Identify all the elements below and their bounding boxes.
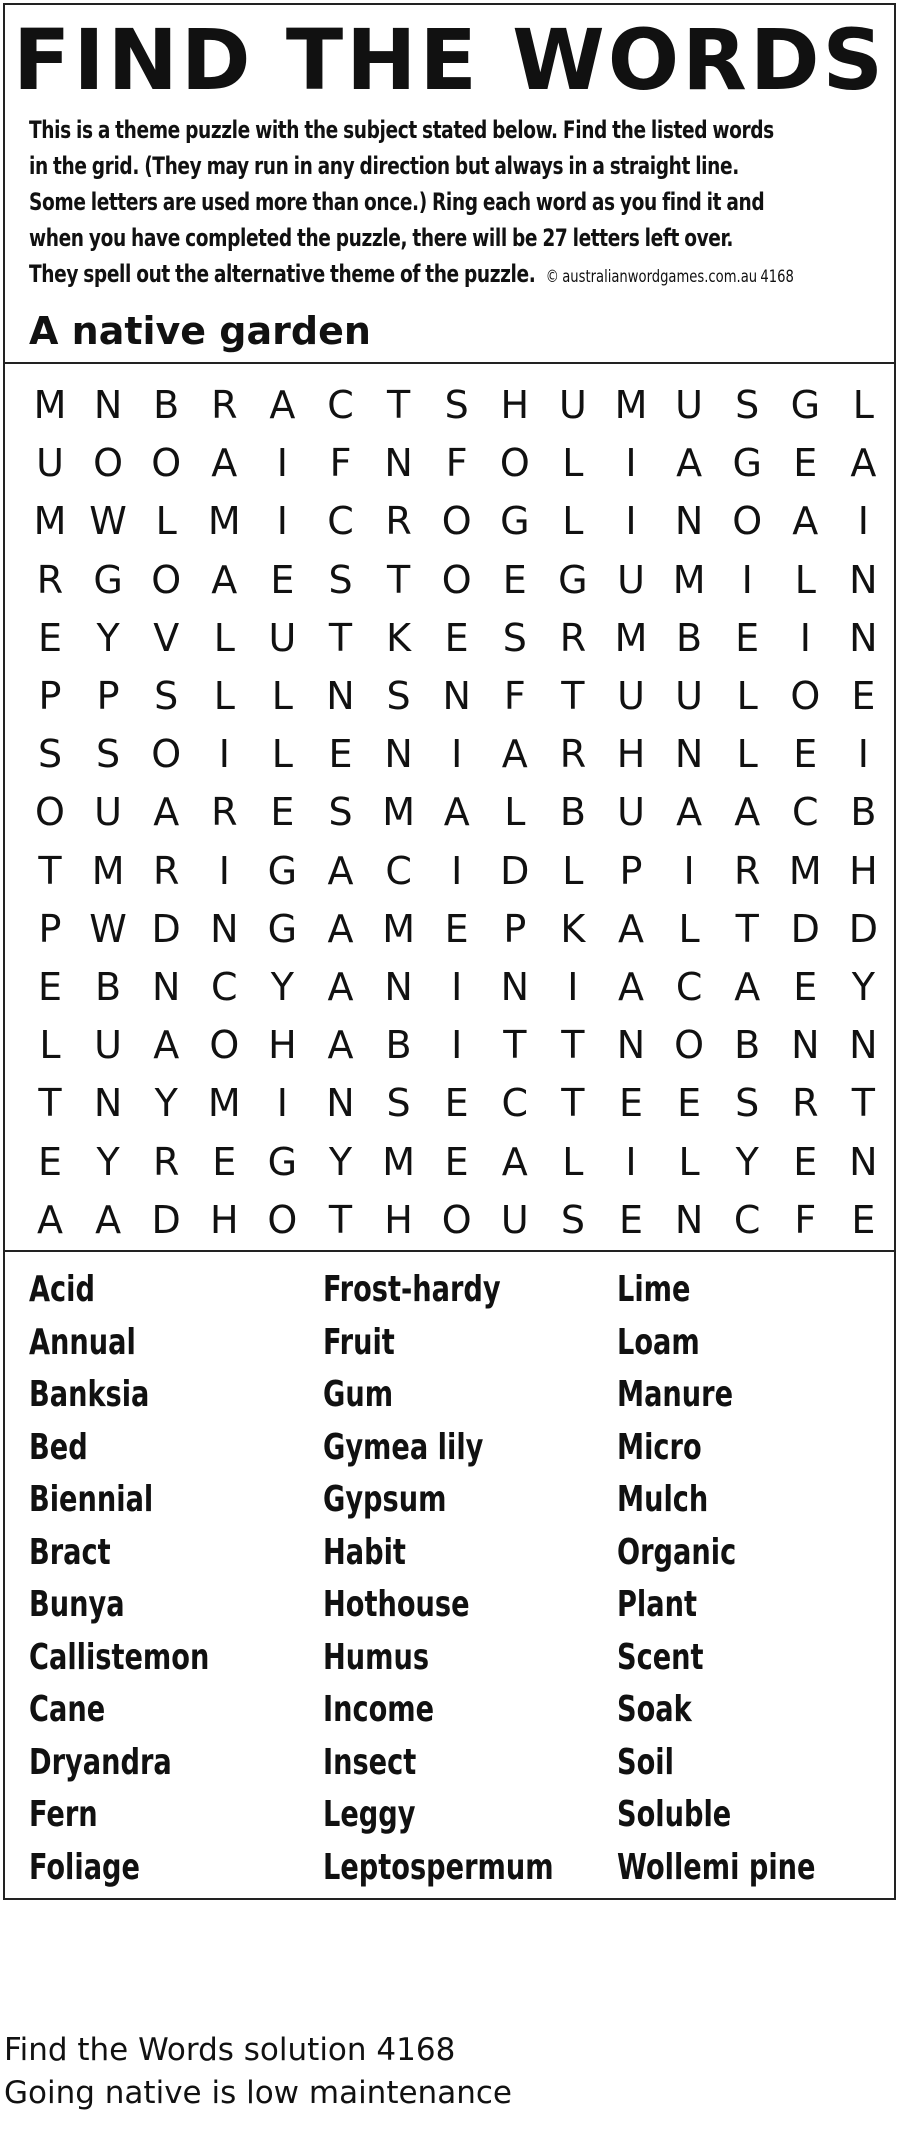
grid-letter[interactable]: G [267, 1139, 298, 1184]
instruction-line: in the grid. (They may run in any direction but always in a straight line. [29, 152, 739, 180]
grid-letter[interactable]: H [384, 1197, 413, 1242]
grid-letter[interactable]: E [37, 615, 62, 660]
grid-letter[interactable]: L [562, 441, 584, 486]
grid-letter[interactable]: N [849, 1139, 878, 1184]
grid-letter[interactable]: C [327, 499, 354, 544]
grid-letter[interactable]: O [209, 1023, 240, 1068]
grid-letter[interactable]: T [386, 383, 411, 427]
grid-letter[interactable]: Y [96, 1139, 120, 1184]
grid-letter[interactable]: M [614, 615, 648, 660]
grid-letter[interactable]: O [151, 557, 182, 602]
grid-letter[interactable]: A [153, 1023, 180, 1068]
grid-letter[interactable]: D [151, 1197, 181, 1242]
grid-letter[interactable]: T [38, 848, 62, 893]
grid-letter[interactable]: U [617, 790, 645, 835]
grid-row [5, 783, 894, 841]
grid-letter[interactable]: U [94, 790, 122, 835]
grid-letter[interactable]: E [677, 1081, 702, 1126]
grid-letter[interactable]: E [212, 1139, 237, 1184]
grid-letter[interactable]: I [218, 732, 230, 777]
grid-letter[interactable]: S [328, 557, 353, 602]
grid-letter[interactable]: K [386, 615, 412, 660]
puzzle-instructions [29, 112, 794, 295]
grid-letter[interactable]: P [503, 906, 527, 951]
grid-letter[interactable]: O [732, 499, 763, 544]
grid-letter[interactable]: H [849, 848, 878, 893]
grid-letter[interactable]: B [850, 790, 877, 835]
word-list-item: Organic [617, 1531, 737, 1573]
word-list-item: Plant [617, 1584, 697, 1625]
grid-letter[interactable]: S [386, 674, 411, 718]
grid-letter[interactable]: A [676, 790, 703, 835]
grid-letter[interactable]: G [267, 848, 298, 893]
grid-letter[interactable]: L [271, 732, 293, 777]
grid-letter[interactable]: A [211, 441, 238, 486]
grid-letter[interactable]: N [384, 732, 413, 777]
grid-letter[interactable]: U [36, 441, 64, 486]
grid-letter[interactable]: T [851, 1081, 875, 1126]
word-list-item: Bed [29, 1426, 88, 1468]
grid-letter[interactable]: L [504, 790, 526, 835]
grid-letter[interactable]: U [500, 1197, 529, 1242]
grid-row [5, 492, 894, 550]
grid-letter[interactable]: T [735, 906, 759, 951]
word-list-item: Habit [323, 1531, 406, 1573]
grid-letter[interactable]: L [562, 499, 584, 544]
word-list-item: Fern [29, 1794, 98, 1835]
grid-letter[interactable]: G [558, 557, 588, 602]
grid-letter[interactable]: S [328, 790, 353, 835]
solution-heading: Find the Words solution 4168 [4, 2032, 456, 2068]
grid-letter[interactable]: R [733, 848, 761, 893]
grid-letter[interactable]: M [33, 383, 67, 427]
instruction-line-text: They spell out the alternative theme of the puzzle. [29, 260, 536, 288]
grid-letter[interactable]: E [618, 1081, 643, 1126]
grid-letter[interactable]: C [675, 965, 703, 1009]
grid-letter[interactable]: O [441, 1197, 472, 1242]
grid-letter[interactable]: A [501, 1139, 528, 1184]
instruction-line: This is a theme puzzle with the subject stated below. Find the listed words [29, 116, 774, 144]
grid-letter[interactable]: R [385, 499, 412, 544]
grid-letter[interactable]: S [735, 1081, 760, 1126]
grid-letter[interactable]: T [561, 1023, 585, 1068]
grid-letter[interactable]: A [327, 906, 354, 951]
grid-letter[interactable]: M [33, 499, 67, 544]
grid-letter[interactable]: A [327, 965, 354, 1009]
grid-letter[interactable]: I [857, 499, 869, 544]
grid-letter[interactable]: E [793, 1139, 818, 1184]
grid-letter[interactable]: E [444, 1081, 469, 1126]
word-list-item: Biennial [29, 1479, 154, 1520]
grid-letter[interactable]: I [741, 557, 753, 602]
grid-letter[interactable]: N [442, 674, 471, 718]
grid-row [5, 609, 894, 667]
grid-letter[interactable]: H [500, 383, 530, 427]
grid-letter[interactable]: Y [328, 1139, 353, 1184]
grid-row [5, 900, 894, 958]
grid-letter[interactable]: L [39, 1023, 61, 1068]
grid-letter[interactable]: C [211, 965, 238, 1009]
grid-letter[interactable]: I [276, 499, 288, 544]
grid-letter[interactable]: A [327, 1023, 354, 1068]
grid-letter[interactable]: U [675, 674, 703, 718]
grid-letter[interactable]: A [443, 790, 470, 835]
grid-letter[interactable]: U [268, 615, 297, 660]
word-list-item: Callistemon [29, 1636, 210, 1678]
grid-letter[interactable]: O [441, 499, 472, 544]
grid-letter[interactable]: E [735, 615, 760, 660]
grid-letter[interactable]: S [386, 1081, 411, 1126]
grid-letter[interactable]: P [96, 674, 120, 718]
grid-letter[interactable]: N [674, 1197, 704, 1242]
grid-letter[interactable]: N [791, 1023, 820, 1068]
grid-letter[interactable]: M [382, 906, 415, 951]
puzzle-title: FIND THE WORDS [12, 11, 887, 109]
grid-letter[interactable]: S [154, 674, 179, 718]
word-list-item: Income [323, 1689, 435, 1730]
grid-letter[interactable]: R [152, 848, 180, 893]
grid-letter[interactable]: R [559, 732, 587, 777]
grid-letter[interactable]: A [269, 383, 296, 427]
grid-letter[interactable]: O [151, 441, 182, 486]
grid-letter[interactable]: R [559, 615, 587, 660]
grid-letter[interactable]: T [328, 1197, 353, 1242]
grid-row [5, 1191, 894, 1249]
word-list-item: Lime [617, 1269, 691, 1310]
grid-letter[interactable]: E [793, 441, 818, 486]
word-list-item: Hothouse [323, 1584, 470, 1625]
grid-letter[interactable]: N [500, 965, 530, 1009]
grid-letter[interactable]: E [851, 1197, 876, 1242]
grid-letter[interactable]: A [792, 499, 819, 544]
grid-letter[interactable]: E [444, 615, 469, 660]
grid-letter[interactable]: C [501, 1081, 529, 1126]
grid-letter[interactable]: O [35, 790, 65, 835]
grid-letter[interactable]: B [559, 790, 586, 835]
solution-answer: Going native is low maintenance [4, 2075, 512, 2111]
grid-letter[interactable]: E [444, 1139, 469, 1184]
grid-letter[interactable]: A [327, 848, 354, 893]
grid-letter[interactable]: E [328, 732, 353, 777]
grid-letter[interactable]: I [451, 1023, 463, 1068]
grid-row [5, 376, 894, 434]
grid-letter[interactable]: I [625, 1139, 637, 1184]
word-list-item: Annual [29, 1321, 136, 1363]
grid-letter[interactable]: E [502, 557, 527, 602]
grid-letter[interactable]: V [153, 615, 180, 660]
grid-letter[interactable]: C [327, 383, 354, 427]
grid-letter[interactable]: M [788, 848, 822, 893]
grid-letter[interactable]: P [38, 674, 62, 718]
grid-letter[interactable]: I [683, 848, 695, 893]
word-list-item: Mulch [617, 1479, 709, 1520]
grid-letter[interactable]: E [270, 557, 295, 602]
grid-letter[interactable]: W [89, 499, 127, 544]
puzzle-panel [3, 3, 896, 1900]
grid-letter[interactable]: E [851, 674, 876, 718]
grid-letter[interactable]: L [678, 1139, 700, 1184]
solution-block [4, 2029, 512, 2115]
grid-letter[interactable]: G [500, 499, 530, 544]
grid-letter[interactable]: F [445, 441, 468, 486]
grid-letter[interactable]: G [93, 557, 123, 602]
word-list-item: Leggy [323, 1794, 416, 1835]
grid-letter[interactable]: M [382, 790, 415, 835]
word-list-item: Soil [617, 1741, 674, 1783]
word-list-item: Soluble [617, 1794, 732, 1835]
grid-letter[interactable]: O [267, 1197, 298, 1242]
grid-letter[interactable]: R [211, 790, 238, 835]
grid-letter[interactable]: N [210, 906, 239, 951]
grid-letter[interactable]: A [95, 1197, 122, 1242]
word-list-item: Cane [29, 1689, 106, 1730]
word-list-item: Bract [29, 1531, 111, 1573]
grid-letter[interactable]: L [852, 383, 874, 427]
grid-letter[interactable]: Y [851, 965, 875, 1009]
grid-letter[interactable]: F [329, 441, 352, 486]
grid-letter[interactable]: A [618, 906, 644, 951]
grid-letter[interactable]: O [441, 557, 472, 602]
grid-letter[interactable]: I [276, 1081, 288, 1126]
word-list-item: Micro [617, 1426, 702, 1468]
grid-letter[interactable]: U [675, 383, 703, 427]
grid-letter[interactable]: F [503, 674, 526, 718]
puzzle-header [5, 12, 894, 364]
grid-letter[interactable]: E [444, 906, 469, 951]
grid-row [5, 667, 894, 725]
grid-letter[interactable]: N [849, 1023, 878, 1068]
grid-letter[interactable]: G [790, 383, 821, 427]
grid-letter[interactable]: E [37, 965, 62, 1009]
word-list-item: Leptospermum [323, 1846, 554, 1888]
word-list-item: Humus [323, 1636, 430, 1678]
grid-letter[interactable]: B [95, 965, 122, 1009]
grid-letter[interactable]: E [793, 732, 818, 777]
grid-letter[interactable]: S [735, 383, 760, 427]
grid-letter[interactable]: O [790, 674, 821, 718]
word-list-item: Manure [617, 1374, 734, 1415]
grid-letter[interactable]: D [151, 906, 181, 951]
grid-letter[interactable]: C [385, 848, 412, 893]
grid-letter[interactable]: G [732, 441, 762, 486]
grid-letter[interactable]: E [270, 790, 295, 835]
grid-letter[interactable]: P [38, 906, 62, 951]
grid-letter[interactable]: U [617, 674, 645, 718]
grid-letter[interactable]: I [625, 441, 637, 486]
grid-letter[interactable]: I [276, 441, 288, 486]
grid-row [5, 1133, 894, 1191]
grid-letter[interactable]: R [36, 557, 64, 602]
grid-letter[interactable]: C [792, 790, 819, 835]
grid-letter[interactable]: L [736, 674, 758, 718]
grid-row [5, 958, 894, 1016]
grid-letter[interactable]: R [211, 383, 238, 427]
word-list-item: Gum [323, 1374, 394, 1415]
grid-letter[interactable]: S [37, 732, 63, 777]
grid-letter[interactable]: A [153, 790, 180, 835]
grid-letter[interactable]: I [567, 965, 579, 1009]
grid-letter[interactable]: M [382, 1139, 415, 1184]
grid-letter[interactable]: P [619, 848, 643, 893]
grid-letter[interactable]: T [503, 1023, 527, 1068]
word-list-item: Fruit [323, 1321, 395, 1363]
word-list-item: Banksia [29, 1374, 150, 1415]
grid-letter[interactable]: A [734, 965, 761, 1009]
grid-letter[interactable]: L [678, 906, 700, 951]
grid-letter[interactable]: A [676, 441, 703, 486]
grid-letter[interactable]: L [562, 1139, 584, 1184]
grid-row [5, 1074, 894, 1132]
grid-letter[interactable]: L [155, 499, 177, 544]
grid-letter[interactable]: S [502, 615, 527, 660]
grid-letter[interactable]: B [676, 615, 703, 660]
grid-letter[interactable]: I [857, 732, 869, 777]
grid-letter[interactable]: N [326, 674, 355, 718]
grid-letter[interactable]: A [618, 965, 644, 1009]
word-column-1 [29, 1264, 244, 1894]
grid-letter[interactable]: L [213, 615, 235, 660]
grid-letter[interactable]: S [560, 1197, 585, 1242]
grid-letter[interactable]: A [211, 557, 238, 602]
grid-letter[interactable]: N [674, 732, 704, 777]
grid-letter[interactable]: A [734, 790, 761, 835]
word-list-item: Gymea lily [323, 1426, 484, 1468]
word-list-item: Scent [617, 1636, 704, 1678]
grid-letter[interactable]: U [94, 1023, 122, 1068]
grid-letter[interactable]: N [616, 1023, 646, 1068]
grid-letter[interactable]: M [91, 848, 125, 893]
word-column-2 [323, 1264, 598, 1894]
grid-letter[interactable]: S [96, 732, 121, 777]
word-list-item: Frost-hardy [323, 1269, 501, 1310]
grid-letter[interactable]: O [93, 441, 124, 486]
grid-row [5, 842, 894, 900]
word-column-3 [617, 1264, 853, 1894]
grid-letter[interactable]: B [734, 1023, 761, 1068]
grid-letter[interactable]: I [451, 965, 463, 1009]
grid-letter[interactable]: B [153, 383, 180, 427]
grid-letter[interactable]: R [792, 1081, 819, 1126]
grid-letter[interactable]: L [794, 557, 816, 602]
grid-letter[interactable]: E [793, 965, 818, 1009]
grid-letter[interactable]: A [37, 1197, 63, 1242]
instruction-line [29, 256, 794, 295]
word-list-item: Loam [617, 1321, 700, 1363]
grid-letter[interactable]: L [271, 674, 293, 718]
grid-letter[interactable]: M [207, 1081, 241, 1126]
grid-row [5, 1016, 894, 1074]
word-list-item: Wollemi pine [617, 1846, 816, 1888]
grid-letter[interactable]: O [151, 732, 182, 777]
grid-letter[interactable]: I [625, 499, 637, 544]
grid-row [5, 725, 894, 783]
grid-letter[interactable]: L [736, 732, 758, 777]
grid-letter[interactable]: K [560, 906, 586, 951]
instruction-line: Some letters are used more than once.) Ring each word as you find it and [29, 188, 765, 216]
grid-letter[interactable]: N [849, 557, 878, 602]
grid-letter[interactable]: S [444, 383, 469, 427]
grid-letter[interactable]: N [93, 1081, 123, 1126]
grid-letter[interactable]: A [850, 441, 877, 486]
word-list-item: Dryandra [29, 1741, 172, 1783]
grid-letter[interactable]: L [213, 674, 235, 718]
grid-letter[interactable]: T [386, 557, 411, 602]
grid-letter[interactable]: A [501, 732, 528, 777]
grid-letter[interactable]: N [93, 383, 123, 427]
grid-letter[interactable]: T [328, 615, 353, 660]
instruction-line: when you have completed the puzzle, there will be 27 letters left over. [29, 224, 734, 252]
grid-letter[interactable]: N [849, 615, 878, 660]
grid-row [5, 434, 894, 492]
grid-letter[interactable]: U [617, 557, 645, 602]
grid-letter[interactable]: I [799, 615, 811, 660]
grid-letter[interactable]: E [37, 1139, 62, 1184]
grid-letter[interactable]: U [558, 383, 587, 427]
word-list-item: Soak [617, 1689, 692, 1730]
grid-letter[interactable]: M [207, 499, 241, 544]
grid-letter[interactable]: N [384, 441, 413, 486]
grid-letter[interactable]: N [326, 1081, 355, 1126]
word-list-item: Bunya [29, 1584, 125, 1625]
grid-letter[interactable]: O [499, 441, 530, 486]
word-list-item: Acid [29, 1269, 95, 1310]
word-list-item: Foliage [29, 1846, 140, 1888]
word-list-item: Gypsum [323, 1479, 447, 1520]
grid-letter[interactable]: O [674, 1023, 705, 1068]
grid-letter[interactable]: H [616, 732, 646, 777]
grid-letter[interactable]: D [790, 906, 820, 951]
grid-letter[interactable]: Y [735, 1139, 759, 1184]
grid-letter[interactable]: N [384, 965, 413, 1009]
grid-letter[interactable]: T [561, 1081, 585, 1126]
grid-letter[interactable]: T [561, 674, 585, 718]
letter-grid [5, 364, 894, 1252]
copyright-credit: © australianwordgames.com.au 4168 [545, 267, 794, 287]
grid-letter[interactable]: I [451, 848, 463, 893]
word-list-item: Insect [323, 1741, 417, 1783]
grid-letter[interactable]: Y [154, 1081, 178, 1126]
grid-letter[interactable]: H [210, 1197, 239, 1242]
grid-letter[interactable]: D [500, 848, 530, 893]
grid-letter[interactable]: D [848, 906, 879, 951]
grid-row [5, 551, 894, 609]
grid-letter[interactable]: N [674, 499, 704, 544]
grid-letter[interactable]: F [794, 1197, 817, 1242]
grid-letter[interactable]: G [267, 906, 298, 951]
grid-letter[interactable]: N [151, 965, 181, 1009]
grid-letter[interactable]: C [733, 1197, 761, 1242]
puzzle-theme: A native garden [29, 309, 371, 353]
grid-letter[interactable]: Y [96, 615, 120, 660]
word-list [5, 1252, 894, 1903]
grid-letter[interactable]: R [152, 1139, 180, 1184]
grid-letter[interactable]: L [562, 848, 584, 893]
grid-letter[interactable]: T [38, 1081, 62, 1126]
grid-letter[interactable]: H [268, 1023, 297, 1068]
grid-letter[interactable]: W [89, 906, 127, 951]
grid-letter[interactable]: M [614, 383, 648, 427]
grid-letter[interactable]: B [385, 1023, 412, 1068]
grid-letter[interactable]: I [218, 848, 230, 893]
grid-letter[interactable]: Y [270, 965, 294, 1009]
grid-letter[interactable]: M [672, 557, 706, 602]
grid-letter[interactable]: E [618, 1197, 643, 1242]
grid-letter[interactable]: I [451, 732, 463, 777]
